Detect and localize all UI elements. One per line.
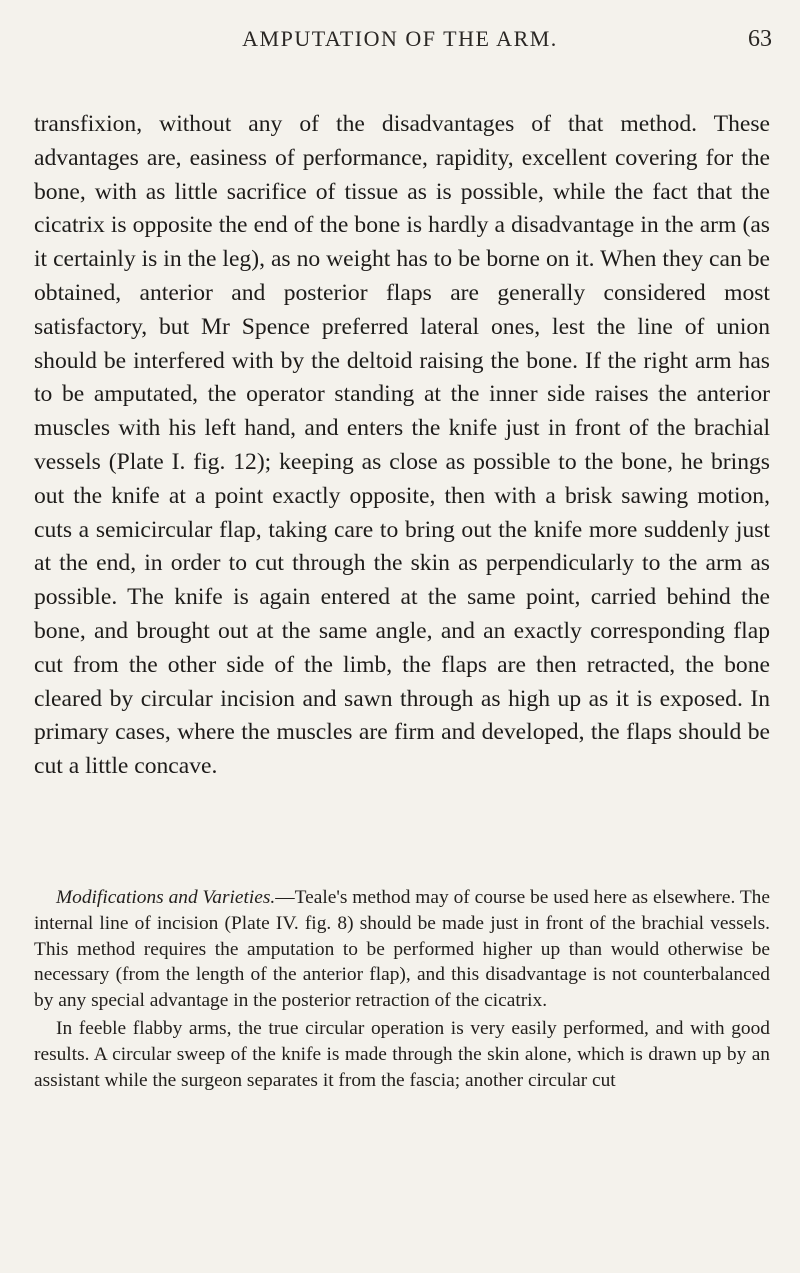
running-head [0,26,800,56]
modifications-paragraph [34,885,770,1014]
small-print-section [34,885,770,1093]
running-head-title: AMPUTATION OF THE ARM. [242,26,558,51]
main-paragraph: transfixion, without any of the disadvantages of that method. These advantages are, easiness of performance, rapidity, excellent covering for the bone, with as little sacrifice of tissue as is possible, while the fact that the cicatrix is opposite the end of the bone is hardly a disadvantage in the arm (as it certainly is in the leg), as no weight has to be borne on it. When they can be obtained, anterior and posterior flaps are generally considered most satisfactory, but Mr Spence preferred lateral ones, lest the line of union should be interfered with by the deltoid raising the bone. If the right arm has to be amputated, the operator standing at the inner side raises the anterior muscles with his left hand, and enters the knife just in front of the brachial vessels (Plate I. fig. 12); keeping as close as possible to the bone, he brings out the knife at a point exactly opposite, then with a brisk sawing motion, cuts a semicircular flap, taking care to bring out the knife more suddenly just at the end, in order to cut through the skin as perpendicularly to the arm as possible. The knife is again entered at the same point, carried behind the bone, and brought out at the same angle, and an exactly corresponding flap cut from the other side of the limb, the flaps are then retracted, the bone cleared by circular incision and sawn through as high up as it is exposed. In primary cases, where the muscles are firm and developed, the flaps should be cut a little concave. [34,111,770,780]
modifications-text: —Teale's method may of course be used here as elsewhere. The internal line of incision (Plate IV. fig. 8) should be made just in front of the brachial vessels. This method requires the amputation to be performed higher up than would otherwise be necessary (from the length of the anterior flap), and this disadvantage is not counterbalanced by any special advantage in the posterior retraction of the cicatrix. [34,887,770,1012]
modifications-heading: Modifications and Varieties. [56,887,276,908]
page-number: 63 [748,26,772,52]
feeble-arms-paragraph: In feeble flabby arms, the true circular operation is very easily performed, and with good results. A circular sweep of the knife is made through the skin alone, which is drawn up by an assistant while the surgeon separates it from the fascia; another circular cut [34,1017,770,1091]
main-text-block [34,108,770,784]
